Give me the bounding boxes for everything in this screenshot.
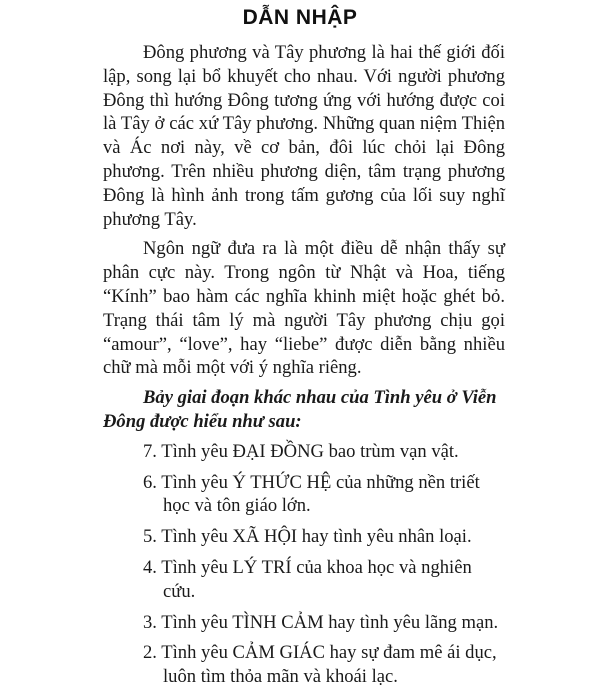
- stages-list: [103, 440, 505, 689]
- list-item-text: Tình yêu ĐẠI ĐỒNG bao trùm vạn vật.: [161, 440, 459, 462]
- list-item-number: 7.: [143, 440, 157, 462]
- paragraph-2: Ngôn ngữ đưa ra là một điều dễ nhận thấy sự phân cực này. Trong ngôn từ Nhật và Hoa, tiếng “Kính” bao hàm các nghĩa khinh miệt hoặc ghét bỏ. Trạng thái tâm lý mà người Tây phương chịu gọi “amour”, “love”, hay “liebe” được diễn bằng nhiều chữ mà mỗi một với ý nghĩa riêng.: [103, 238, 505, 379]
- list-item-text: Tình yêu LÝ TRÍ của khoa học và nghiên cứu.: [161, 556, 472, 602]
- list-item-number: 3.: [143, 611, 157, 633]
- list-item-text: Tình yêu Ý THỨC HỆ của những nền triết học và tôn giáo lớn.: [161, 471, 480, 517]
- list-item: [103, 641, 505, 689]
- list-item: [103, 525, 505, 549]
- list-item-number: 5.: [143, 526, 157, 548]
- list-item-text: Tình yêu CẢM GIÁC hay sự đam mê ái dục, luôn tìm thỏa mãn và khoái lạc.: [161, 642, 497, 688]
- list-item-number: 2.: [143, 642, 157, 664]
- list-item: [103, 611, 505, 635]
- paragraph-1: Đông phương và Tây phương là hai thế giới đối lập, song lại bổ khuyết cho nhau. Với người phương Đông thì hướng Đông tương ứng với hướng được coi là Tây ở các xứ Tây phương. Những quan niệm Thiện và Ác nơi này, về cơ bản, đôi lúc chỏi lại Đông phương. Trên nhiều phương diện, tâm trạng phương Đông là hình ảnh trong tấm gương của lối suy nghĩ phương Tây.: [103, 42, 505, 230]
- list-item: [103, 440, 505, 464]
- list-item-number: 6.: [143, 471, 157, 493]
- body-text: [103, 41, 505, 696]
- list-item-number: 4.: [143, 556, 157, 578]
- list-item: [103, 471, 505, 519]
- list-item-text: Tình yêu TÌNH CẢM hay tình yêu lãng mạn.: [161, 611, 499, 633]
- list-item-text: Tình yêu XÃ HỘI hay tình yêu nhân loại.: [161, 526, 472, 548]
- list-item: [103, 556, 505, 604]
- stages-heading: Bảy giai đoạn khác nhau của Tình yêu ở Viễn Đông được hiểu như sau:: [103, 387, 497, 432]
- page-title: DẪN NHẬP: [242, 6, 358, 29]
